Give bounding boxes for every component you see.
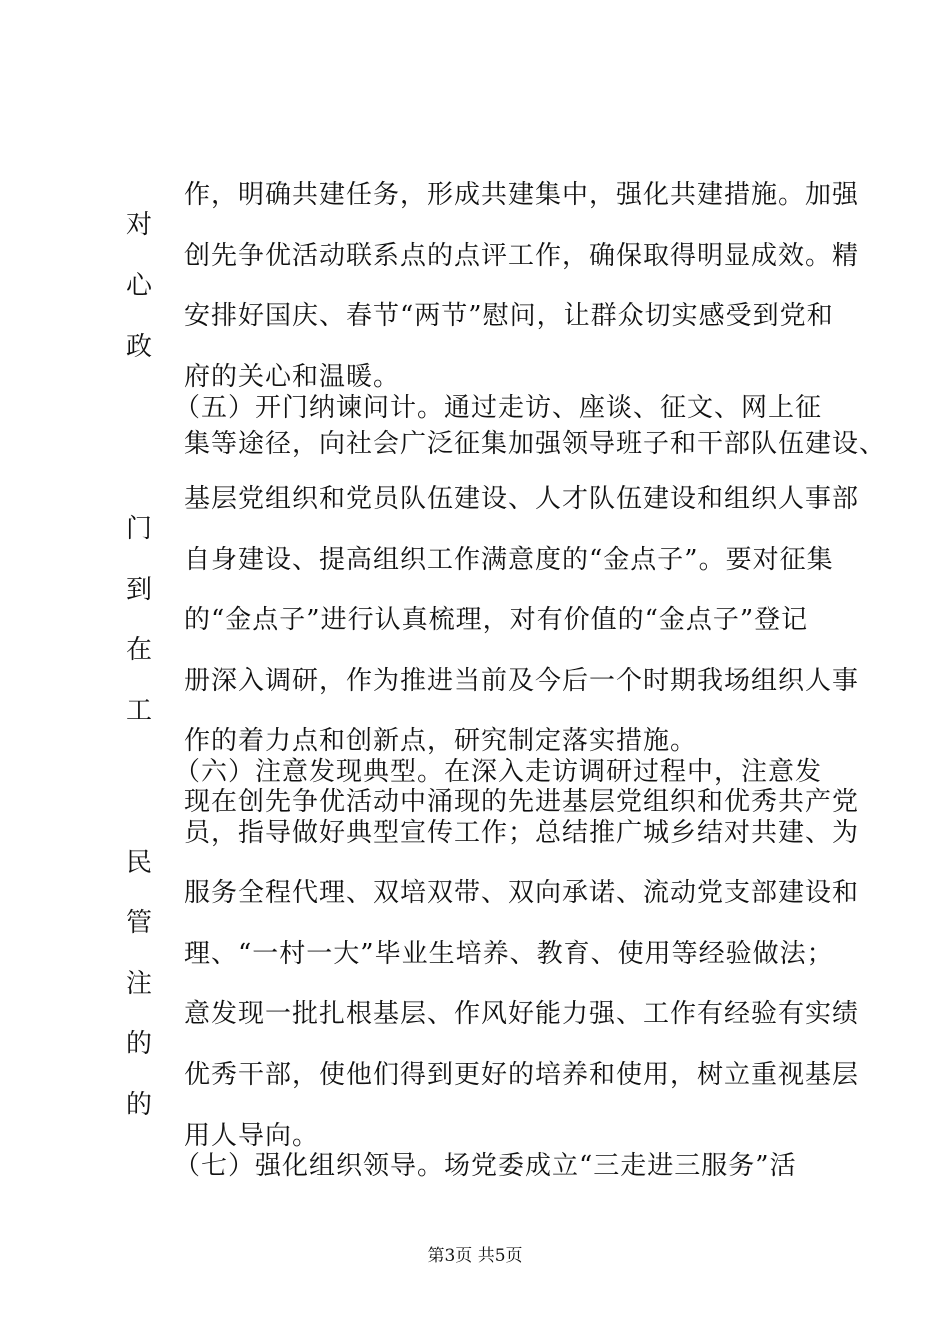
text-line: 册深入调研，作为推进当前及今后一个时期我场组织人事 — [184, 666, 860, 696]
margin-char: 管 — [126, 908, 153, 938]
margin-char: 的 — [126, 1029, 153, 1059]
text-line: 优秀干部，使他们得到更好的培养和使用，树立重视基层 — [184, 1060, 860, 1090]
text-line: 用人导向。 — [184, 1121, 320, 1151]
text-line: 员，指导做好典型宣传工作；总结推广城乡结对共建、为 — [184, 818, 860, 848]
text-line: 集等途径，向社会广泛征集加强领导班子和干部队伍建设、 — [184, 429, 887, 459]
margin-char: 心 — [126, 271, 153, 301]
text-line: 作的着力点和创新点，研究制定落实措施。 — [184, 726, 698, 756]
text-line: 的“金点子”进行认真梳理，对有价值的“金点子”登记 — [184, 605, 809, 635]
text-line: 意发现一批扎根基层、作风好能力强、工作有经验有实绩 — [184, 999, 860, 1029]
text-line: 作，明确共建任务，形成共建集中，强化共建措施。加强 — [184, 180, 860, 210]
text-line: 创先争优活动联系点的点评工作，确保取得明显成效。精 — [184, 241, 860, 271]
text-line: 安排好国庆、春节“两节”慰问，让群众切实感受到党和 — [184, 301, 834, 331]
margin-char: 政 — [126, 332, 153, 362]
margin-char: 门 — [126, 514, 153, 544]
margin-char: 的 — [126, 1090, 153, 1120]
margin-char: 工 — [126, 696, 153, 726]
text-line: 府的关心和温暖。 — [184, 362, 401, 392]
text-line: 自身建设、提高组织工作满意度的“金点子”。要对征集 — [184, 545, 834, 575]
section-heading-5: （五）开门纳谏问计。通过走访、座谈、征文、网上征 — [174, 393, 823, 423]
margin-char: 对 — [126, 210, 153, 240]
text-line: 服务全程代理、双培双带、双向承诺、流动党支部建设和 — [184, 878, 860, 908]
margin-char: 在 — [126, 635, 153, 665]
section-heading-7: （七）强化组织领导。场党委成立“三走进三服务”活 — [174, 1151, 797, 1181]
page-footer: 第3页 共5页 — [427, 1246, 523, 1266]
section-heading-6: （六）注意发现典型。在深入走访调研过程中，注意发 — [174, 757, 823, 787]
margin-char: 注 — [126, 969, 153, 999]
text-line: 理、“一村一大”毕业生培养、教育、使用等经验做法； — [184, 939, 834, 969]
text-line: 基层党组织和党员队伍建设、人才队伍建设和组织人事部 — [184, 484, 860, 514]
margin-char: 民 — [126, 848, 153, 878]
margin-char: 到 — [126, 575, 153, 605]
text-line: 现在创先争优活动中涌现的先进基层党组织和优秀共产党 — [184, 787, 860, 817]
